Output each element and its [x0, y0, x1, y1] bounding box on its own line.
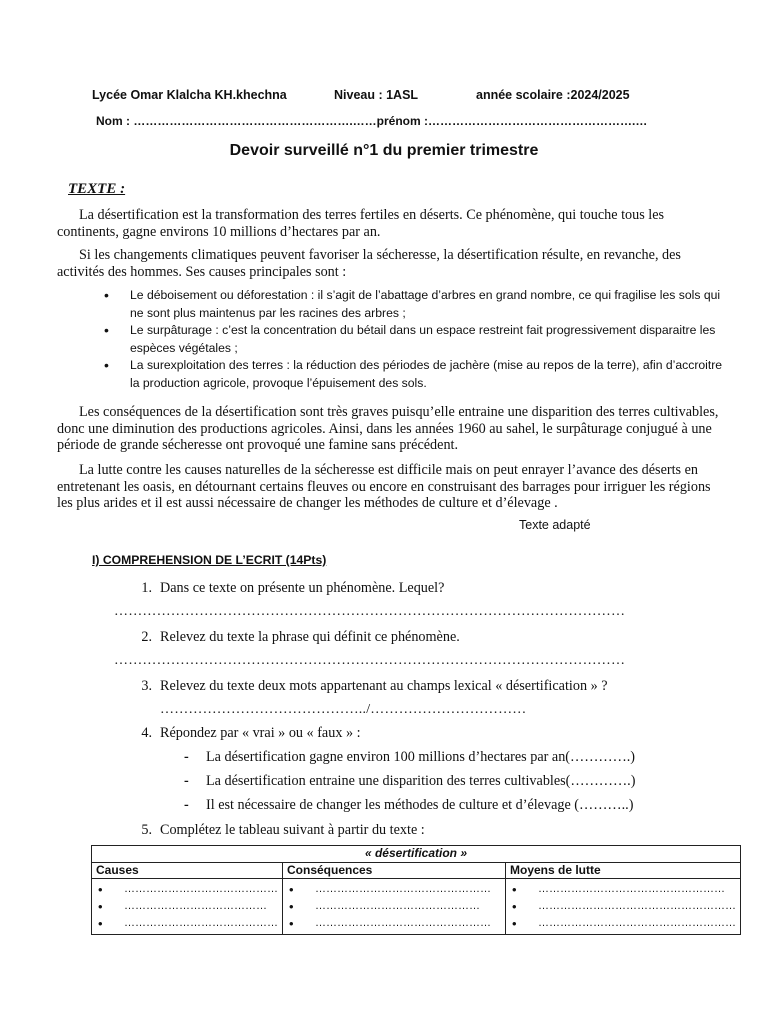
list-item[interactable]: • …………………………………………: [309, 915, 501, 932]
list-item[interactable]: • …………………………………: [118, 898, 278, 915]
answer-line[interactable]: ………………………………………………………………………………………………: [114, 653, 626, 668]
question-text: Relevez du texte la phrase qui définit ce phénomène.: [160, 629, 460, 645]
question-number: 5.: [141, 822, 152, 838]
question-text: Complétez le tableau suivant à partir du texte :: [160, 822, 425, 838]
question-4: [128, 725, 361, 742]
table-title: « désertification »: [92, 846, 741, 863]
source-note: Texte adapté: [519, 518, 591, 532]
name-line: Nom : ……………………………………………….……prénom :…………………………………………….…: [96, 114, 648, 128]
list-item[interactable]: • ………………………………………………: [532, 915, 736, 932]
table-cell-moyens: [506, 879, 741, 935]
level-label: Niveau : 1ASL: [334, 88, 419, 102]
true-false-item: [184, 773, 635, 790]
texte-label: TEXTE :: [68, 181, 126, 197]
list-item[interactable]: • ……………………………………: [118, 915, 278, 932]
dash-bullet: -: [184, 773, 189, 789]
answer-line[interactable]: ………………………………………………………………………………………………: [114, 604, 626, 619]
true-false-item: [184, 749, 635, 766]
question-2: [128, 629, 460, 646]
paragraph-3: Les conséquences de la désertification sont très graves puisqu’elle entraine une disparition des terres cultivables, donc une diminution des productions agricoles. Ainsi, dans les années 1960 au sahel, le surpâturage conjugué à une période de grande sécheresse ont provoqué une famine sans précédent.: [57, 404, 719, 453]
column-header-consequences: Conséquences: [283, 863, 506, 879]
question-text: Dans ce texte on présente un phénomène. Lequel?: [160, 580, 445, 596]
paragraph-4: La lutte contre les causes naturelles de la sécheresse est difficile mais on peut enrayer l’avance des déserts en entretenant les oasis, en détournant certains fleuves ou encore en construisant des barrages pour irriguer les régions les plus arides et il est aussi nécessaire de changer les méthodes de culture et d’élevage .: [57, 462, 711, 511]
column-header-causes: Causes: [92, 863, 283, 879]
dash-bullet: -: [184, 797, 189, 813]
list-item: • La surexploitation des terres : la réduction des périodes de jachère (mise au repos de la terre), afin d’accroitre la production agricole, provoque l’épuisement des sols.: [104, 357, 724, 392]
column-header-moyens: Moyens de lutte: [506, 863, 741, 879]
answer-line[interactable]: ……………………………………../……………………………: [160, 702, 527, 717]
question-number: 3.: [141, 678, 152, 694]
list-item[interactable]: • ……………………………………………: [532, 881, 736, 898]
question-text: Relevez du texte deux mots appartenant au champs lexical « désertification » ?: [160, 678, 608, 694]
paragraph-1: La désertification est la transformation des terres fertiles en déserts. Ce phénomène, qui touche tous les continents, gagne environs 10 millions d’hectares par an.: [57, 207, 665, 240]
list-item[interactable]: • ……………………………………: [118, 881, 278, 898]
question-text: Répondez par « vrai » ou « faux » :: [160, 725, 361, 741]
question-number: 2.: [141, 629, 152, 645]
statement-text: La désertification entraine une disparition des terres cultivables(………….): [206, 773, 636, 789]
table-cell-consequences: [283, 879, 506, 935]
paragraph-2: Si les changements climatiques peuvent favoriser la sécheresse, la désertification résulte, en revanche, des activités des hommes. Ses causes principales sont :: [57, 247, 681, 280]
list-item[interactable]: • ………………………………………: [309, 898, 501, 915]
school-year: année scolaire :2024/2025: [476, 88, 630, 102]
school-name: Lycée Omar Klalcha KH.khechna: [92, 88, 287, 102]
list-item: • Le déboisement ou déforestation : il s’agit de l’abattage d’arbres en grand nombre, ce qui fragilise les sols qui ne sont plus maintenus par les racines des arbres ;: [104, 287, 724, 322]
answer-table: [91, 845, 741, 935]
section-title: I) COMPREHENSION DE L’ECRIT (14Pts): [92, 553, 327, 567]
page-title: Devoir surveillé n°1 du premier trimestre: [229, 142, 539, 159]
statement-text: Il est nécessaire de changer les méthodes de culture et d’élevage (………..): [206, 797, 634, 813]
table-cell-causes: [92, 879, 283, 935]
question-3: [128, 678, 608, 695]
list-item[interactable]: • ………………………………………………: [532, 898, 736, 915]
list-item[interactable]: • …………………………………………: [309, 881, 501, 898]
question-number: 4.: [141, 725, 152, 741]
statement-text: La désertification gagne environ 100 millions d’hectares par an(………….): [206, 749, 636, 765]
causes-list: [104, 287, 724, 392]
dash-bullet: -: [184, 749, 189, 765]
question-5: [128, 822, 425, 839]
list-item: • Le surpâturage : c’est la concentration du bétail dans un espace restreint fait progressivement disparaitre les espèces végétales ;: [104, 322, 724, 357]
true-false-item: [184, 797, 633, 814]
question-1: [128, 580, 444, 597]
question-number: 1.: [141, 580, 152, 596]
